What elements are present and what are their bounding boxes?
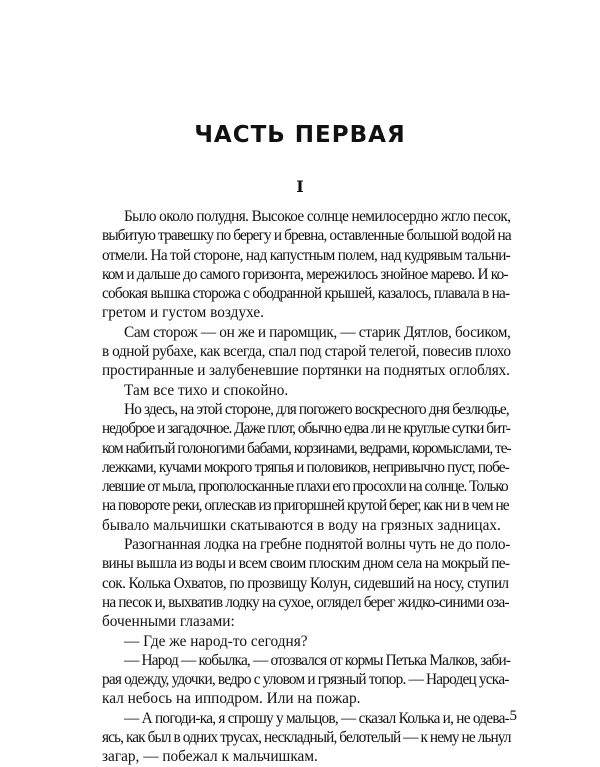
text-line: — Где же народ-то сегодня?: [124, 632, 308, 650]
text-line: кал небось на ипподром. Или на пожар.: [102, 690, 361, 708]
text-line: — Народ — кобылка, — отозвался от кормы Петька Малков, заби-: [124, 651, 511, 669]
text-line: лежками, кучами мокрого тряпья и половиков, непривычно пуст, побе-: [102, 458, 509, 476]
text-line: загар, — побежал к мальчишкам.: [102, 748, 318, 766]
page-number: 5: [509, 708, 517, 724]
text-line: Но здесь, на этой стороне, для погожего воскресного дня безлюдье,: [124, 400, 509, 418]
text-line: Там все тихо и спокойно.: [124, 381, 289, 399]
text-line: недоброе и загадочное. Даже плот, обычно едва ли не круглые сутки бит-: [102, 420, 511, 438]
text-line: собокая вышка сторожа с ободранной крышей, казалось, плавала в на-: [102, 285, 510, 303]
text-line: ком и дальше до самого горизонта, мережилось знойное марево. И ко-: [102, 265, 508, 283]
text-line: бывало мальчишки скатываются в воду на грязных задницах.: [102, 516, 501, 534]
text-line: на повороте реки, оплескав из пригоршней крутой берег, как ни в чем не: [102, 497, 509, 515]
text-line: простиранные и залубеневшие портянки на поднятых оглоблях.: [102, 362, 510, 380]
body-text: [102, 207, 511, 767]
text-line: сок. Колька Охватов, по прозвищу Колун, сидевший на носу, ступил: [102, 574, 509, 592]
text-line: ясь, как был в одних трусах, нескладный, белотелый — к нему не льнул: [102, 729, 511, 747]
text-line: в одной рубахе, как всегда, спал под старой телегой, повесив плохо: [102, 343, 511, 361]
text-line: гретом и густом воздухе.: [102, 304, 264, 322]
text-line: отмели. На той стороне, над капустным полем, над кудрявым тальни-: [102, 246, 511, 264]
text-line: — А погоди-ка, я спрошу у мальцов, — сказал Колька и, не одева-: [124, 709, 510, 727]
part-title: ЧАСТЬ ПЕРВАЯ: [194, 122, 406, 148]
text-line: боченными глазами:: [102, 613, 235, 631]
text-line: Разогнанная лодка на гребне поднятой волны чуть не до поло-: [124, 536, 510, 554]
text-line: рая одежду, удочки, ведро с уловом и грязный топор. — Народец ускa-: [102, 671, 509, 689]
text-line: Сам сторож — он же и паромщик, — старик Дятлов, босиком,: [124, 323, 511, 341]
text-line: выбитую травешку по берегу и бревна, оставленные большой водой на: [102, 227, 511, 245]
chapter-number: I: [296, 177, 304, 196]
text-line: Было около полудня. Высокое солнце немилосердно жгло песок,: [124, 208, 511, 225]
text-line: ком набитый голоногими бабами, корзинами, ведрами, коромыслами, те-: [102, 439, 511, 457]
text-line: левшие от мыла, прополосканные плахи его просохли на солнце. Только: [102, 478, 508, 496]
text-line: вины вышла из воды и всем своим плоским дном села на мокрый пе-: [102, 555, 510, 573]
text-line: на песок и, выхватив лодку на сухое, оглядел берег жидко-синими оза-: [102, 593, 509, 611]
